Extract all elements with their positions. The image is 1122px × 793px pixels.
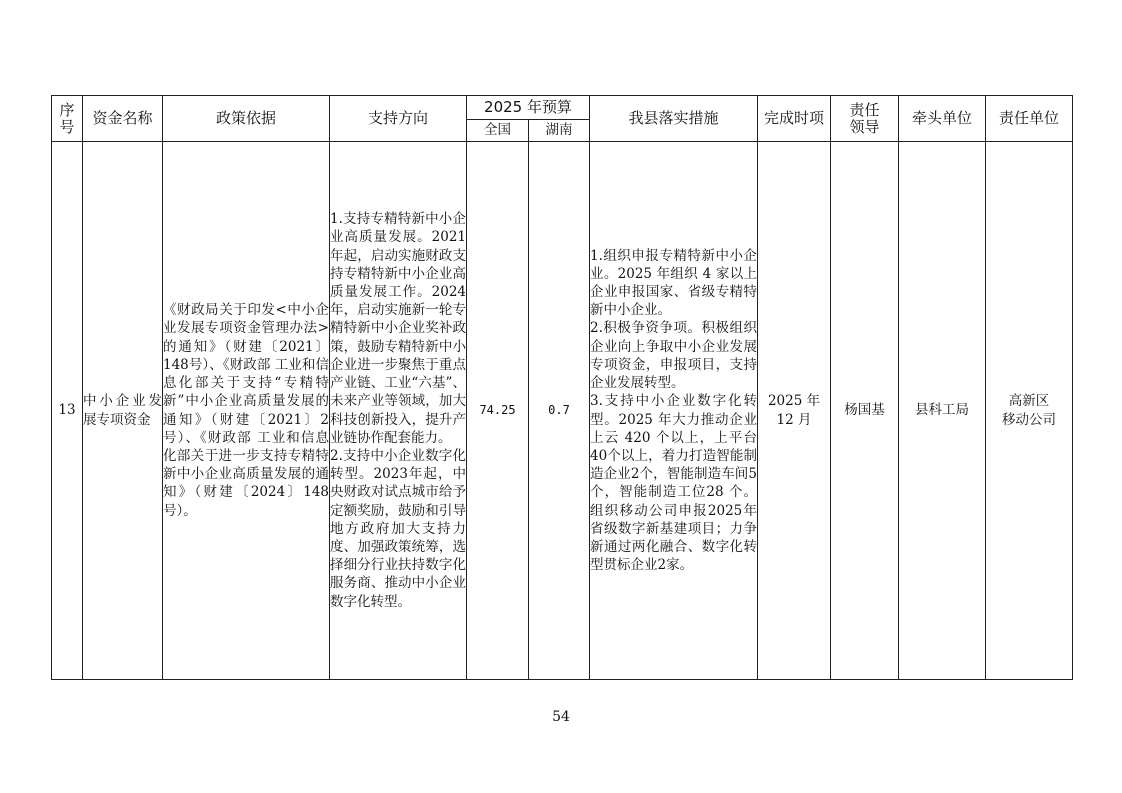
cell-deadline: 2025 年 12 月: [758, 142, 831, 680]
cell-support-direction: 1.支持专精特新中小企业高质量发展。2021年起，启动实施财政支持专精特新中小企业高质量发展工作。2024年，启动实施新一轮专精特新中小企业奖补政策，鼓励专精特新中小企业进一步聚焦于重点产业链、工业“六基”、未来产业等领域，加大科技创新投入，提升产业链协作配套能力。 2.支持中小企业数字化转型。2023年起，中央财政对试点城市给予定额奖励，鼓励和引导地方政府加大支持力度、加强政策统筹，选择细分行业扶持数字化服务商、推动中小企业数字化转型。: [330, 142, 467, 680]
cell-seq: 13: [52, 142, 83, 680]
header-budget-hunan: 湖南: [529, 120, 590, 142]
header-responsible-unit: 责任单位: [986, 96, 1073, 142]
cell-fund-name: 中小企业发展专项资金: [83, 142, 163, 680]
header-budget-national: 全国: [467, 120, 529, 142]
cell-policy-basis: 《财政局关于印发<中小企业发展专项资金管理办法>的通知》（财建〔2021〕148号）、《财政部 工业和信息化部关于支持“专精特新”中小企业高质量发展的通知》（财建〔2021〕2号）、《财政部 工业和信息化部关于进一步支持专精特新中小企业高质量发展的通知》（财建〔2024〕148号）。: [163, 142, 330, 680]
page-number: 54: [552, 709, 570, 725]
header-seq: 序 号: [52, 96, 83, 142]
header-budget: 2025 年预算: [467, 96, 590, 120]
header-lead-unit: 牵头单位: [899, 96, 986, 142]
header-policy-basis: 政策依据: [163, 96, 330, 142]
cell-lead-unit: 县科工局: [899, 142, 986, 680]
funding-table: [51, 95, 1073, 680]
cell-leader: 杨国基: [831, 142, 899, 680]
header-measures: 我县落实措施: [590, 96, 758, 142]
cell-budget-hunan: 0.7: [529, 142, 590, 680]
table-row: [52, 142, 1073, 680]
header-support-direction: 支持方向: [330, 96, 467, 142]
cell-responsible-unit: 高新区 移动公司: [986, 142, 1073, 680]
cell-budget-national: 74.25: [467, 142, 529, 680]
header-leader: 责任 领导: [831, 96, 899, 142]
header-deadline: 完成时项: [758, 96, 831, 142]
cell-measures: 1.组织申报专精特新中小企业。2025 年组织 4 家以上企业申报国家、省级专精特新中小企业。 2.积极争资争项。积极组织企业向上争取中小企业发展专项资金，申报项目，支持企业发展转型。 3.支持中小企业数字化转型。2025 年大力推动企业上云 420 个以上，上平台 40个以上，着力打造智能制造企业2个，智能制造车间5个，智能制造工位28 个。组织移动公司申报2025年省级数字新基建项目；力争新通过两化融合、数字化转型贯标企业2家。: [590, 142, 758, 680]
header-fund-name: 资金名称: [83, 96, 163, 142]
